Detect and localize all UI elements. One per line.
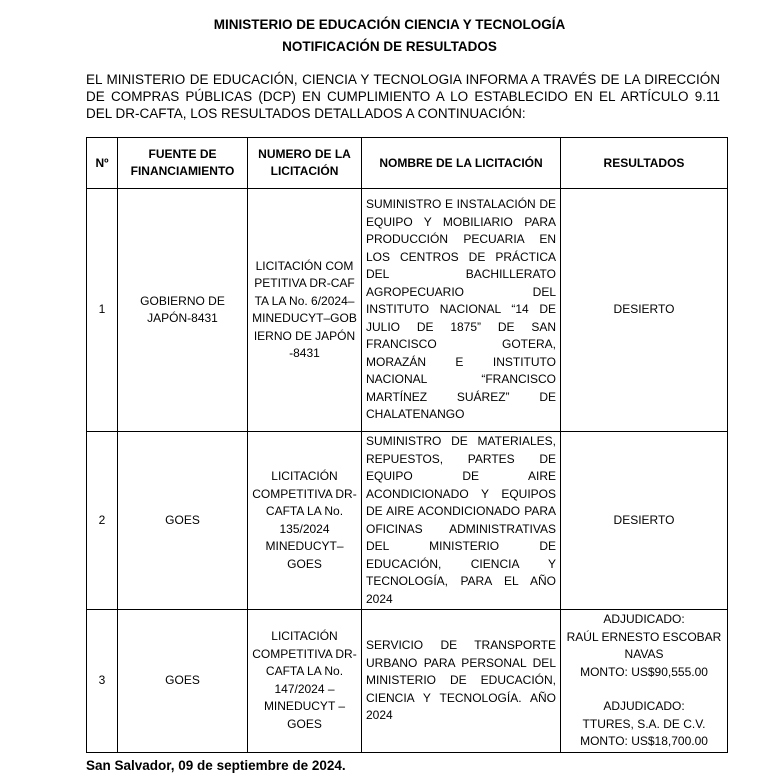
table-row [87, 432, 728, 610]
row-nombre: SERVICIO DE TRANSPORTE URBANO PARA PERSONAL DEL MINISTERIO DE EDUCACIÓN, CIENCIA Y TECNOLOGÍA. AÑO 2024 [362, 610, 561, 753]
row-num: 3 [87, 610, 118, 753]
award-label: ADJUDICADO: [603, 699, 685, 713]
table-header-row [87, 138, 728, 189]
award-label: ADJUDICADO: [603, 612, 685, 626]
date-line: San Salvador, 09 de septiembre de 2024. [86, 758, 346, 773]
award-company: RAÚL ERNESTO ESCOBAR NAVAS [566, 629, 722, 661]
row-nombre: SUMINISTRO DE MATERIALES, REPUESTOS, PARTES DE EQUIPO DE AIRE ACONDICIONADO Y EQUIPOS DE AIRE ACONDICIONADO PARA OFICINAS ADMINISTRATIVAS DEL MINISTERIO DE EDUCACIÓN, CIENCIA Y TECNOLOGÍA, PARA EL AÑO 2024 [362, 432, 561, 610]
document-title: MINISTERIO DE EDUCACIÓN CIENCIA Y TECNOLOGÍA [213, 17, 566, 32]
results-table [86, 137, 728, 753]
header-resultados: RESULTADOS [561, 138, 728, 189]
row-fuente: GOES [118, 610, 248, 753]
award-company: TTURES, S.A. DE C.V. [582, 716, 706, 731]
document-subtitle: NOTIFICACIÓN DE RESULTADOS [282, 39, 497, 54]
header-fuente: FUENTE DE FINANCIAMIENTO [118, 138, 248, 189]
award-amount: MONTO: US$18,700.00 [580, 734, 708, 748]
header-nombre: NOMBRE DE LA LICITACIÓN [362, 138, 561, 189]
intro-paragraph: EL MINISTERIO DE EDUCACIÓN, CIENCIA Y TECNOLOGIA INFORMA A TRAVÉS DE LA DIRECCIÓN DE COMPRAS PÚBLICAS (DCP) EN CUMPLIMIENTO A LO ESTABLECIDO EN EL ARTÍCULO 9.11 DEL DR-CAFTA, LOS RESULTADOS DETALLADOS A CONTINUACIÓN: [86, 72, 720, 121]
row-resultado: DESIERTO [561, 432, 728, 610]
table-row [87, 610, 728, 753]
row-numero: LICITACIÓN COMPETITIVA DR-CAFTA LA No. 147/2024 – MINEDUCYT – GOES [248, 610, 362, 753]
row-resultado [561, 610, 728, 753]
row-fuente: GOES [118, 432, 248, 610]
row-num: 2 [87, 432, 118, 610]
row-resultado: DESIERTO [561, 189, 728, 432]
header-num: Nº [87, 138, 118, 189]
header-numero: NUMERO DE LA LICITACIÓN [248, 138, 362, 189]
table-row [87, 189, 728, 432]
row-fuente: GOBIERNO DE JAPÓN-8431 [118, 189, 248, 432]
row-numero: LICITACIÓN COMPETITIVA DR-CAFTA LA No. 6/2024–MINEDUCYT–GOBIERNO DE JAPÓN-8431 [248, 189, 362, 432]
row-num: 1 [87, 189, 118, 432]
row-nombre: SUMINISTRO E INSTALACIÓN DE EQUIPO Y MOBILIARIO PARA PRODUCCIÓN PECUARIA EN LOS CENTROS DE PRÁCTICA DEL BACHILLERATO AGROPECUARIO DEL INSTITUTO NACIONAL “14 DE JULIO DE 1875” DE SAN FRANCISCO GOTERA, MORAZÁN E INSTITUTO NACIONAL “FRANCISCO MARTÍNEZ SUÁREZ” DE CHALATENANGO [362, 189, 561, 432]
award-amount: MONTO: US$90,555.00 [580, 664, 708, 679]
row-numero: LICITACIÓN COMPETITIVA DR-CAFTA LA No. 135/2024 MINEDUCYT–GOES [248, 432, 362, 610]
